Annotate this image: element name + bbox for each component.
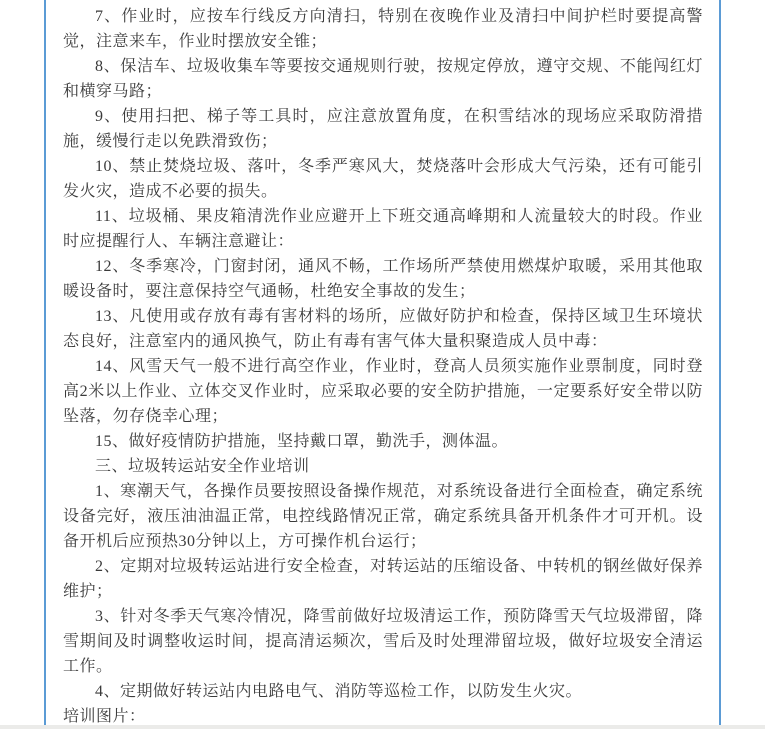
paragraph-item-8: 8、保洁车、垃圾收集车等要按交通规则行驶，按规定停放，遵守交规、不能闯红灯和横穿马路； [63,58,703,100]
paragraph-item-7: 7、作业时，应按车行线反方向清扫，特别在夜晚作业及清扫中间护栏时要提高警觉，注意来车，作业时摆放安全锥； [63,8,703,50]
document-page [44,0,721,725]
paragraph-s3-item-1: 1、寒潮天气，各操作员要按照设备操作规范，对系统设备进行全面检查，确定系统设备完好，液压油油温正常，电控线路情况正常，确定系统具备开机条件才可开机。设备开机后应预热30分钟以上，方可操作机台运行； [63,483,703,550]
paragraph-item-15: 15、做好疫情防护措施，坚持戴口罩，勤洗手，测体温。 [95,433,509,450]
paragraph-item-10: 10、禁止焚烧垃圾、落叶，冬季严寒风大，焚烧落叶会形成大气污染，还有可能引发火灾，造成不必要的损失。 [63,158,703,200]
paragraph-item-14: 14、风雪天气一般不进行高空作业，作业时，登高人员须实施作业票制度，同时登高2米以上作业、立体交叉作业时，应采取必要的安全防护措施，一定要系好安全带以防坠落，勿存侥幸心理； [63,358,703,425]
caption-label: 培训图片： [63,708,146,725]
page-bottom-margin [0,725,765,729]
paragraph-s3-item-2: 2、定期对垃圾转运站进行安全检查，对转运站的压缩设备、中转机的钢丝做好保养维护； [63,558,703,600]
paragraph-item-13: 13、凡使用或存放有毒有害材料的场所，应做好防护和检查，保持区域卫生环境状态良好，注意室内的通风换气，防止有毒有害气体大量积聚造成人员中毒： [63,308,703,350]
paragraph-item-11: 11、垃圾桶、果皮箱清洗作业应避开上下班交通高峰期和人流量较大的时段。作业时应提醒行人、车辆注意避让： [63,208,703,250]
paragraph-s3-item-3: 3、针对冬季天气寒冷情况，降雪前做好垃圾清运工作，预防降雪天气垃圾滞留，降雪期间及时调整收运时间，提高清运频次，雪后及时处理滞留垃圾，做好垃圾安全清运工作。 [63,608,703,675]
paragraph-s3-item-4: 4、定期做好转运站内电路电气、消防等巡检工作，以防发生火灾。 [95,683,583,700]
section-heading: 三、垃圾转运站安全作业培训 [95,458,310,475]
paragraph-item-9: 9、使用扫把、梯子等工具时，应注意放置角度，在积雪结冰的现场应采取防滑措施，缓慢行走以免跌滑致伤； [63,108,703,150]
paragraph-item-12: 12、冬季寒冷，门窗封闭，通风不畅，工作场所严禁使用燃煤炉取暖，采用其他取暖设备时，要注意保持空气通畅，杜绝安全事故的发生； [63,258,703,300]
document-body [63,4,703,729]
